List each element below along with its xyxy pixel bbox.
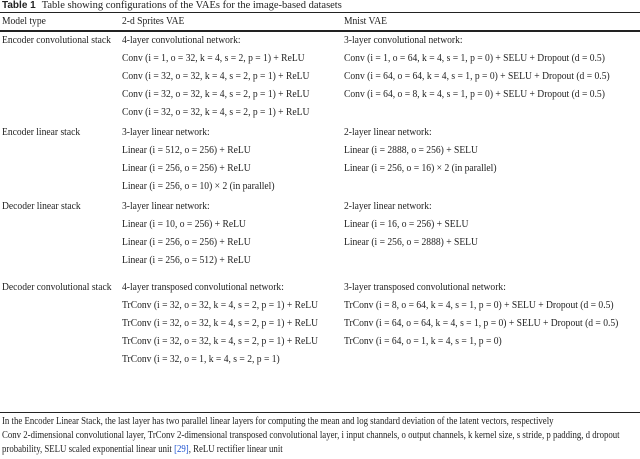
- layer-spec: TrConv (i = 8, o = 64, k = 4, s = 1, p = 0) + SELU + Dropout (d = 0.5): [344, 299, 614, 311]
- table-row: [0, 125, 640, 196]
- mnist-cell: [344, 280, 640, 349]
- header-mnist: Mnist VAE: [344, 15, 387, 27]
- layer-spec: Linear (i = 256, o = 512) + ReLU: [122, 254, 251, 266]
- table-header: [0, 15, 640, 29]
- table-row: [0, 280, 640, 369]
- row-model-type: Decoder convolutional stack: [2, 281, 112, 293]
- bottom-rule: [0, 412, 640, 413]
- sprites-cell: [122, 199, 340, 268]
- layer-spec: TrConv (i = 32, o = 32, k = 4, s = 2, p = 1) + ReLU: [122, 317, 319, 329]
- row-model-type: Encoder convolutional stack: [2, 34, 111, 46]
- header-sprites: 2-d Sprites VAE: [122, 15, 185, 27]
- citation-link[interactable]: [29]: [174, 444, 189, 455]
- table-row: [0, 199, 640, 270]
- network-description: 4-layer transposed convolutional network:: [122, 281, 284, 293]
- layer-spec: Linear (i = 256, o = 16) × 2 (in parallel): [344, 162, 497, 174]
- layer-spec: Conv (i = 32, o = 32, k = 4, s = 2, p = 1) + ReLU: [122, 88, 310, 100]
- network-description: 4-layer convolutional network:: [122, 34, 241, 46]
- sprites-cell: [122, 280, 340, 367]
- network-description: 3-layer linear network:: [122, 200, 210, 212]
- layer-spec: Linear (i = 256, o = 10) × 2 (in parallel): [122, 180, 275, 192]
- footnote-2-text: Conv 2-dimensional convolutional layer, TrConv 2-dimensional transposed convolutional layer, i input channels, o output channels, k kernel size, s stride, p padding, d dropout probability, SELU scaled exponential linear unit: [2, 430, 620, 455]
- sprites-cell: [122, 125, 340, 194]
- layer-spec: TrConv (i = 64, o = 1, k = 4, s = 1, p = 0): [344, 335, 502, 347]
- layer-spec: Conv (i = 32, o = 32, k = 4, s = 2, p = 1) + ReLU: [122, 70, 310, 82]
- layer-spec: Conv (i = 32, o = 32, k = 4, s = 2, p = 1) + ReLU: [122, 106, 310, 118]
- caption-text: Table showing configurations of the VAEs for the image-based datasets: [41, 0, 342, 11]
- header-model-type: Model type: [2, 15, 46, 27]
- mnist-cell: [344, 199, 640, 250]
- layer-spec: Conv (i = 1, o = 32, k = 4, s = 2, p = 1) + ReLU: [122, 52, 305, 64]
- layer-spec: Linear (i = 10, o = 256) + ReLU: [122, 218, 246, 230]
- layer-spec: Conv (i = 64, o = 64, k = 4, s = 1, p = 0) + SELU + Dropout (d = 0.5): [344, 70, 610, 82]
- footnote-2: [2, 429, 633, 457]
- network-description: 3-layer convolutional network:: [344, 34, 463, 46]
- layer-spec: Linear (i = 256, o = 256) + ReLU: [122, 236, 251, 248]
- layer-spec: Linear (i = 256, o = 2888) + SELU: [344, 236, 478, 248]
- layer-spec: TrConv (i = 32, o = 1, k = 4, s = 2, p = 1): [122, 353, 280, 365]
- layer-spec: Conv (i = 64, o = 8, k = 4, s = 1, p = 0) + SELU + Dropout (d = 0.5): [344, 88, 605, 100]
- table-caption: [2, 0, 342, 11]
- caption-label: Table 1: [2, 0, 36, 11]
- mnist-cell: [344, 33, 640, 102]
- network-description: 2-layer linear network:: [344, 200, 432, 212]
- layer-spec: Linear (i = 256, o = 256) + ReLU: [122, 162, 251, 174]
- layer-spec: Linear (i = 512, o = 256) + ReLU: [122, 144, 251, 156]
- layer-spec: Linear (i = 16, o = 256) + SELU: [344, 218, 469, 230]
- table-body: [0, 33, 640, 369]
- header-rule: [0, 30, 640, 32]
- network-description: 3-layer transposed convolutional network:: [344, 281, 506, 293]
- layer-spec: TrConv (i = 32, o = 32, k = 4, s = 2, p = 1) + ReLU: [122, 299, 319, 311]
- top-rule: [0, 12, 640, 13]
- layer-spec: TrConv (i = 32, o = 32, k = 4, s = 2, p = 1) + ReLU: [122, 335, 319, 347]
- layer-spec: Conv (i = 1, o = 64, k = 4, s = 1, p = 0) + SELU + Dropout (d = 0.5): [344, 52, 605, 64]
- network-description: 3-layer linear network:: [122, 126, 210, 138]
- footnote-2-end: , ReLU rectifier linear unit: [188, 444, 283, 455]
- layer-spec: Linear (i = 2888, o = 256) + SELU: [344, 144, 478, 156]
- row-model-type: Encoder linear stack: [2, 126, 81, 138]
- layer-spec: TrConv (i = 64, o = 64, k = 4, s = 1, p = 0) + SELU + Dropout (d = 0.5): [344, 317, 619, 329]
- mnist-cell: [344, 125, 640, 176]
- sprites-cell: [122, 33, 340, 120]
- table-footnotes: [2, 415, 633, 457]
- row-model-type: Decoder linear stack: [2, 200, 81, 212]
- network-description: 2-layer linear network:: [344, 126, 432, 138]
- table-row: [0, 33, 640, 122]
- footnote-1: In the Encoder Linear Stack, the last layer has two parallel linear layers for computing the mean and log standard deviation of the latent vectors, respectively: [2, 416, 554, 427]
